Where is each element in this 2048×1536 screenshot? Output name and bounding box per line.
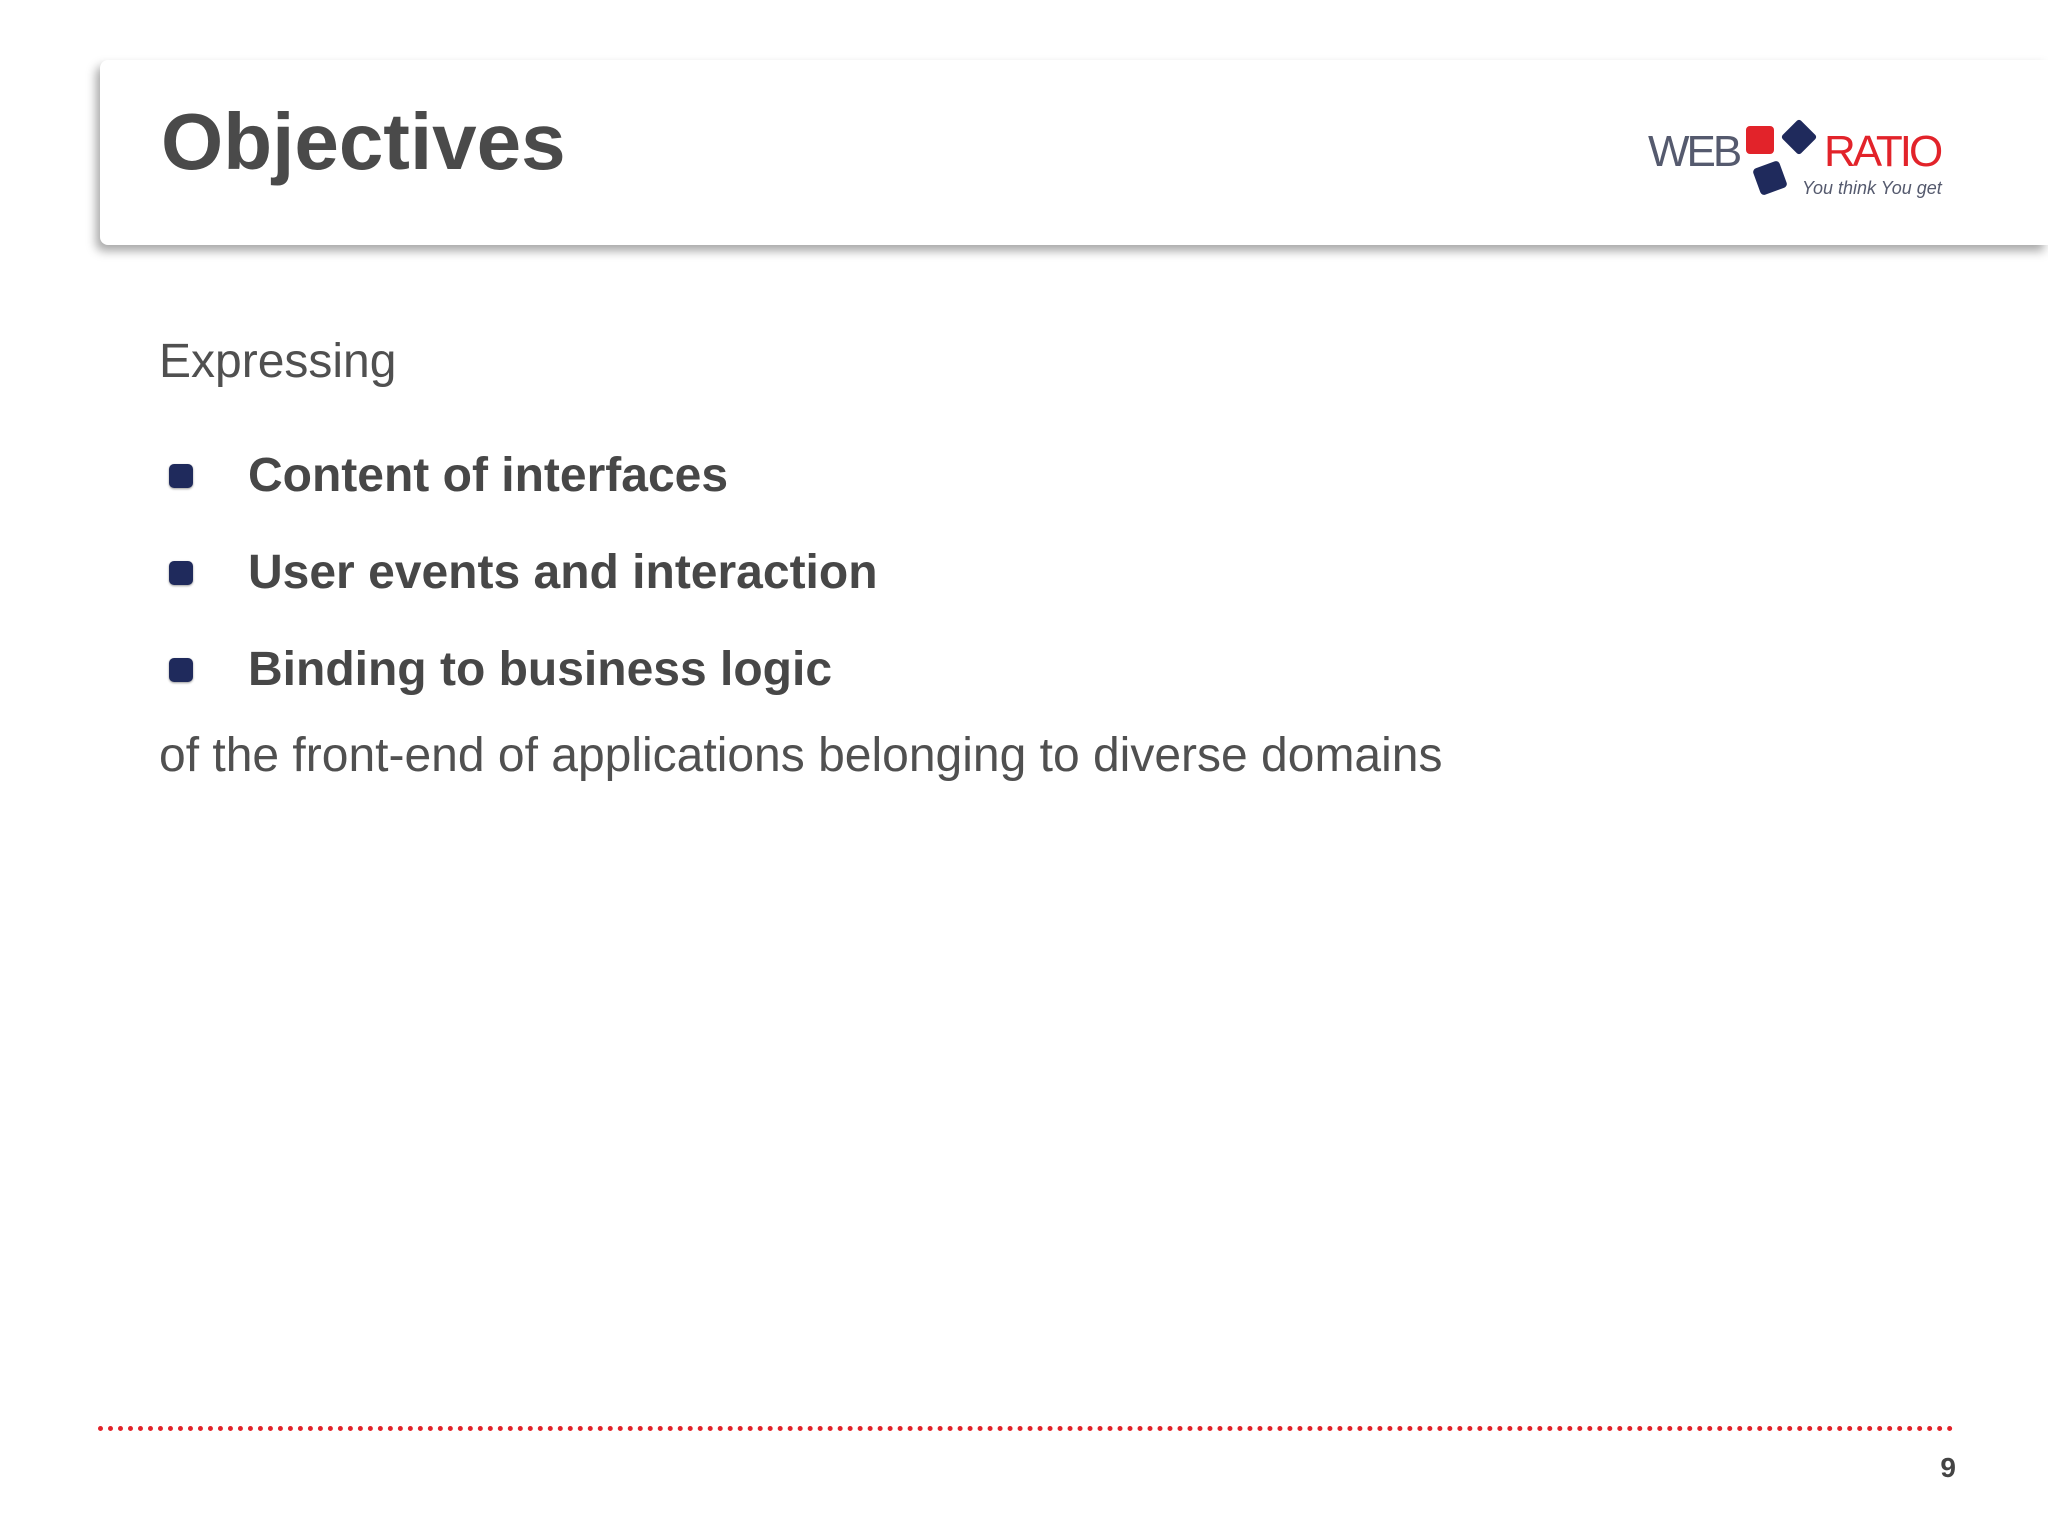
- logo-word-ratio: RATIO: [1824, 127, 1941, 176]
- slide-header: [100, 60, 2048, 245]
- logo-red-square: [1746, 126, 1774, 154]
- slide-content: [159, 330, 1959, 788]
- footer-divider: [98, 1426, 1954, 1431]
- logo-word-web: WEB: [1648, 127, 1740, 176]
- square-bullet-icon: [169, 658, 193, 682]
- logo-navy-diamond: [1781, 119, 1818, 156]
- objectives-list: [159, 427, 1959, 718]
- square-bullet-icon: [169, 464, 193, 488]
- list-item: [159, 427, 1959, 524]
- list-item-text: Content of interfaces: [248, 449, 729, 502]
- list-item: [159, 524, 1959, 621]
- intro-text: Expressing: [159, 335, 397, 388]
- list-item: [159, 621, 1959, 718]
- page-number: 9: [1940, 1452, 1956, 1483]
- square-bullet-icon: [169, 561, 193, 585]
- logo-tagline: You think You get: [1802, 178, 1942, 198]
- list-item-text: User events and interaction: [248, 546, 878, 599]
- logo-navy-square: [1752, 160, 1788, 196]
- slide-title: Objectives: [161, 97, 566, 186]
- outro-text: of the front-end of applications belonging to diverse domains: [159, 729, 1443, 782]
- webratio-logo: [1648, 114, 1968, 214]
- list-item-text: Binding to business logic: [248, 643, 833, 696]
